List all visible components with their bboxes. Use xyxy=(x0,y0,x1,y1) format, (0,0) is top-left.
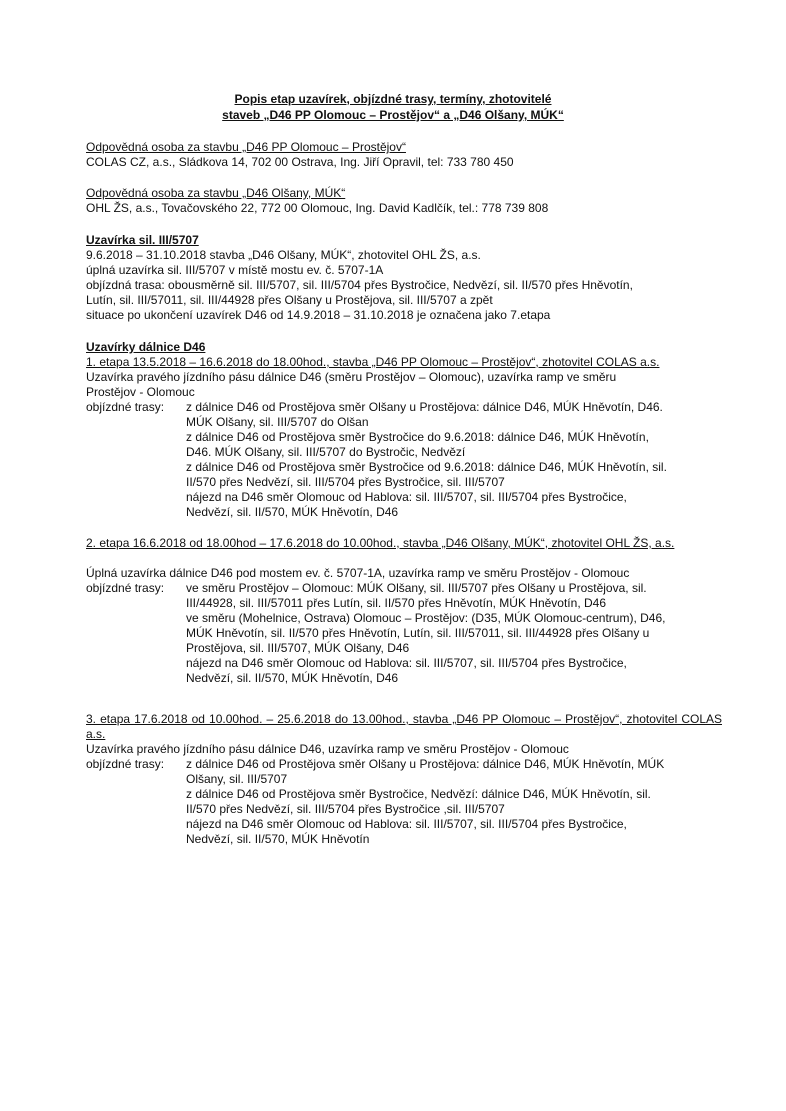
road-closure-line: úplná uzavírka sil. III/5707 v místě mostu ev. č. 5707-1A xyxy=(86,263,384,277)
stage-2-route-line: MÚK Hněvotín, sil. II/570 přes Hněvotín, Lutín, sil. III/57011, sil. III/44928 přes Olšany u xyxy=(186,626,650,640)
road-closure-line: objízdná trasa: obousměrně sil. III/5707, sil. III/5704 přes Bystročice, Nedvězí, sil. II/570 přes Hněvotín, xyxy=(86,278,633,292)
stage-3-detour-label: objízdné trasy: xyxy=(86,757,165,771)
stage-3-header: 3. etapa 17.6.2018 od 10.00hod. – 25.6.2018 do 13.00hod., stavba „D46 PP Olomouc – Prostějov“, zhotovitel COLAS a.s. xyxy=(86,712,722,741)
stage-2-route-line: III/44928, sil. III/57011 přes Lutín, sil. II/570 přes Hněvotín, MÚK Hněvotín, D46 xyxy=(186,596,606,610)
responsible-1-details: COLAS CZ, a.s., Sládkova 14, 702 00 Ostrava, Ing. Jiří Opravil, tel: 733 780 450 xyxy=(86,155,514,169)
stage-1-description-cont: Prostějov - Olomouc xyxy=(86,385,195,399)
road-closure-line: situace po ukončení uzavírek D46 od 14.9.2018 – 31.10.2018 je označena jako 7.etapa xyxy=(86,308,551,322)
stage-1-route-line: nájezd na D46 směr Olomouc od Hablova: sil. III/5707, sil. III/5704 přes Bystročice, xyxy=(186,490,627,504)
stage-2-description: Úplná uzavírka dálnice D46 pod mostem ev. č. 5707-1A, uzavírka ramp ve směru Prostějov - Olomouc xyxy=(86,566,630,580)
section-heading-road-closure: Uzavírka sil. III/5707 xyxy=(86,233,199,247)
road-closure-line: Lutín, sil. III/57011, sil. III/44928 přes Olšany u Prostějova, sil. III/5707 a zpět xyxy=(86,293,493,307)
stage-1-route-line: Nedvězí, sil. II/570, MÚK Hněvotín, D46 xyxy=(186,505,399,519)
stage-1-detour-label: objízdné trasy: xyxy=(86,400,165,414)
stage-3-route-line: z dálnice D46 od Prostějova směr Bystročice, Nedvězí: dálnice D46, MÚK Hněvotín, sil. xyxy=(186,787,651,801)
stage-1-route-line: II/570 přes Nedvězí, sil. III/5704 přes Bystročice, sil. III/5707 xyxy=(186,475,505,489)
responsible-2-heading: Odpovědná osoba za stavbu „D46 Olšany, MÚK“ xyxy=(86,186,346,200)
stage-1-route-line: z dálnice D46 od Prostějova směr Olšany u Prostějova: dálnice D46, MÚK Hněvotín, D46. xyxy=(186,400,663,414)
stage-3-route-line: II/570 přes Nedvězí, sil. III/5704 přes Bystročice ,sil. III/5707 xyxy=(186,802,505,816)
stage-2-header: 2. etapa 16.6.2018 od 18.00hod – 17.6.2018 do 10.00hod., stavba „D46 Olšany, MÚK“, zhotovitel OHL ŽS, a.s. xyxy=(86,536,675,550)
document-title-line2: staveb „D46 PP Olomouc – Prostějov“ a „D46 Olšany, MÚK“ xyxy=(222,108,564,122)
stage-1-description: Uzavírka pravého jízdního pásu dálnice D46 (směru Prostějov – Olomouc), uzavírka ramp ve směru xyxy=(86,370,617,384)
stage-3-route-line: Nedvězí, sil. II/570, MÚK Hněvotín xyxy=(186,832,370,846)
document-title-line1: Popis etap uzavírek, objízdné trasy, termíny, zhotovitelé xyxy=(234,92,552,106)
responsible-2-details: OHL ŽS, a.s., Tovačovského 22, 772 00 Olomouc, Ing. David Kadlčík, tel.: 778 739 808 xyxy=(86,201,549,215)
stage-1-route-line: D46. MÚK Olšany, sil. III/5707 do Bystročic, Nedvězí xyxy=(186,445,466,459)
stage-3-route-line: Olšany, sil. III/5707 xyxy=(186,772,288,786)
stage-2-route-line: Nedvězí, sil. II/570, MÚK Hněvotín, D46 xyxy=(186,671,399,685)
stage-3-description: Uzavírka pravého jízdního pásu dálnice D46, uzavírka ramp ve směru Prostějov - Olomouc xyxy=(86,742,569,756)
stage-2-route-line: Prostějova, sil. III/5707, MÚK Olšany, D46 xyxy=(186,641,410,655)
stage-3-route-line: nájezd na D46 směr Olomouc od Hablova: sil. III/5707, sil. III/5704 přes Bystročice, xyxy=(186,817,627,831)
stage-2-route-line: ve směru Prostějov – Olomouc: MÚK Olšany, sil. III/5707 přes Olšany u Prostějova, sil. xyxy=(186,581,647,595)
stage-1-route-line: z dálnice D46 od Prostějova směr Bystročice od 9.6.2018: dálnice D46, MÚK Hněvotín, sil. xyxy=(186,460,667,474)
road-closure-line: 9.6.2018 – 31.10.2018 stavba „D46 Olšany, MÚK“, zhotovitel OHL ŽS, a.s. xyxy=(86,248,481,262)
stage-1-route-line: MÚK Olšany, sil. III/5707 do Olšan xyxy=(186,415,369,429)
stage-1-header: 1. etapa 13.5.2018 – 16.6.2018 do 18.00hod., stavba „D46 PP Olomouc – Prostějov“, zhotovitel COLAS a.s. xyxy=(86,355,660,369)
stage-1-route-line: z dálnice D46 od Prostějova směr Bystročice do 9.6.2018: dálnice D46, MÚK Hněvotín, xyxy=(186,430,649,444)
section-heading-highway-closures: Uzavírky dálnice D46 xyxy=(86,340,206,354)
stage-3-route-line: z dálnice D46 od Prostějova směr Olšany u Prostějova: dálnice D46, MÚK Hněvotín, MÚK xyxy=(186,757,665,771)
responsible-1-heading: Odpovědná osoba za stavbu „D46 PP Olomouc – Prostějov“ xyxy=(86,140,406,154)
stage-2-detour-label: objízdné trasy: xyxy=(86,581,165,595)
stage-2-route-line: ve směru (Mohelnice, Ostrava) Olomouc – Prostějov: (D35, MÚK Olomouc-centrum), D46, xyxy=(186,611,666,625)
stage-2-route-line: nájezd na D46 směr Olomouc od Hablova: sil. III/5707, sil. III/5704 přes Bystročice, xyxy=(186,656,627,670)
